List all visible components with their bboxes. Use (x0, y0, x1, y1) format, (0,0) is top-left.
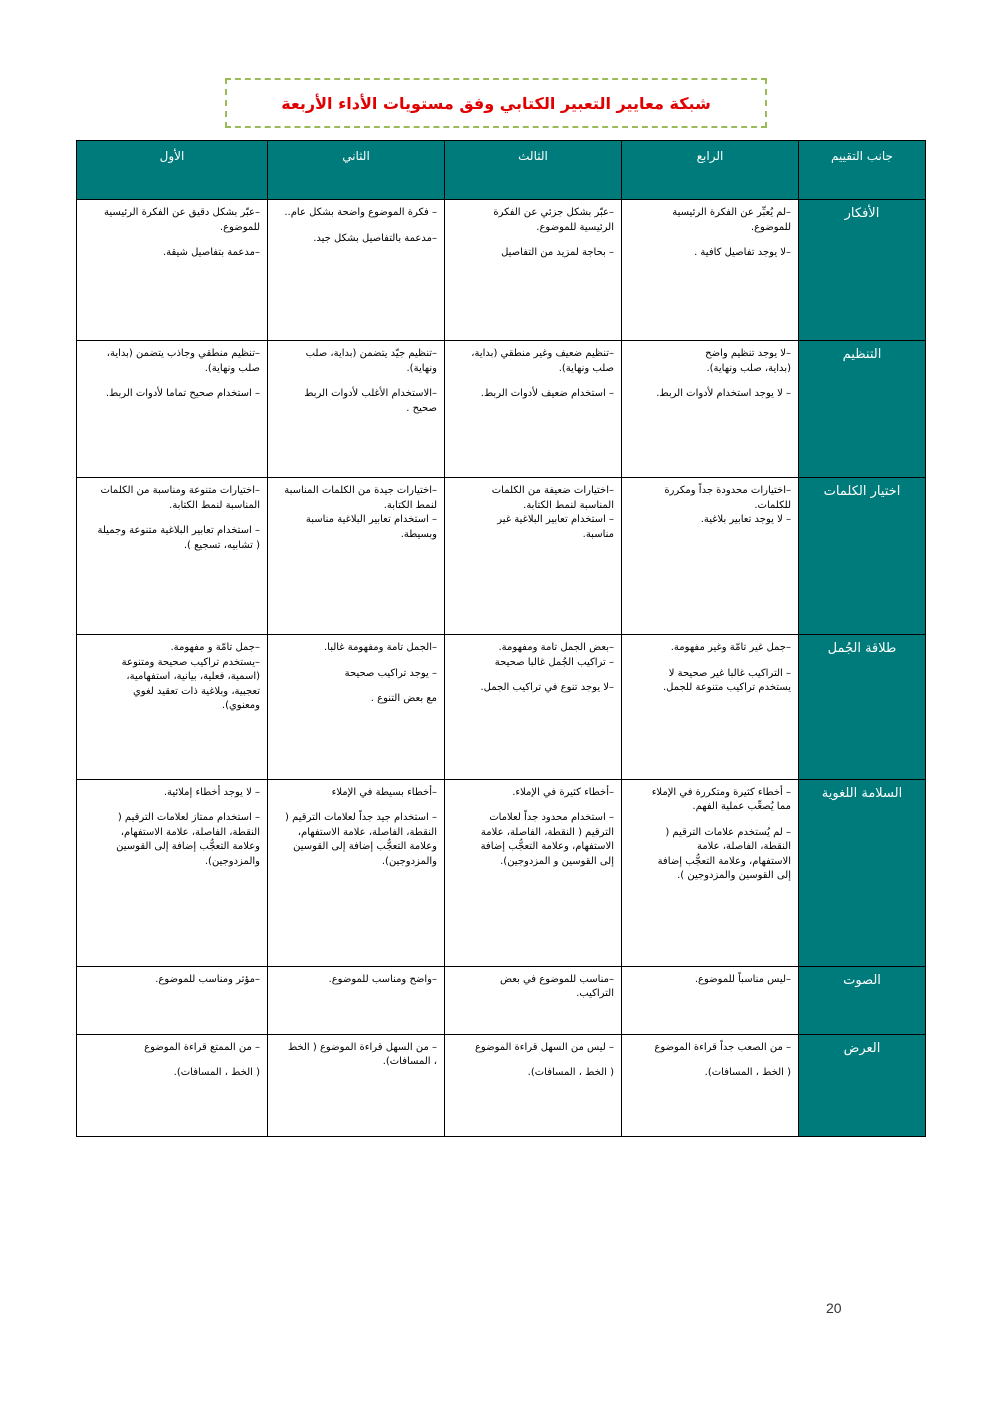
criteria-text: –اختيارات محدودة جداً ومكررة للكلمات. – لا يوجد تعابير بلاغية. (664, 485, 791, 526)
aspect-cell: السلامة اللغوية (799, 779, 926, 966)
table-row (77, 779, 926, 966)
criteria-text: – استخدام محدود جداً لعلامات الترقيم ( النقطة، الفاصلة، علامة الاستفهام، وعلامة التعجُّب إضافة إلى القوسين و المزدوجين). (480, 812, 614, 867)
criteria-text: –اختيارات متنوعة ومناسبة من الكلمات المناسبة لنمط الكتابة. (100, 485, 260, 511)
criteria-text: –تنظيم ضعيف وغير منطقي (بداية، صلب ونهاية). (471, 348, 614, 374)
criteria-cell-level1 (77, 1034, 268, 1136)
criteria-cell-level3 (445, 966, 622, 1034)
criteria-cell-level1 (77, 341, 268, 478)
criteria-cell-level1 (77, 635, 268, 779)
criteria-cell-level1 (77, 478, 268, 635)
criteria-cell-level1 (77, 966, 268, 1034)
criteria-cell-level3 (445, 200, 622, 341)
criteria-text: – بحاجة لمزيد من التفاصيل (501, 247, 614, 259)
criteria-text: ( الخط ، المسافات). (173, 1067, 260, 1079)
criteria-text: – لم يُستخدم علامات الترقيم ( النقطة، الفاصلة، علامة الاستفهام، وعلامة التعجُّب إضافة إلى القوسين والمزدوجين ). (657, 826, 791, 882)
criteria-text: –جمل تامّة و مفهومة. –يستخدم تراكيب صحيحة ومتنوعة (اسمية، فعلية، بيانية، استفهامية، تعجبية، وبلاغية ذات تعقيد لغوي ومعنوي). (121, 642, 260, 712)
criteria-text: –لا يوجد تنوع في تراكيب الجمل. (480, 682, 614, 694)
criteria-text: –مدعمة بتفاصيل شيقة. (162, 247, 260, 259)
criteria-text: –واضح ومناسب للموضوع. (328, 973, 437, 985)
criteria-text: –لا يوجد تنظيم واضح (بداية، صلب ونهاية). (705, 348, 791, 374)
criteria-cell-level3 (445, 779, 622, 966)
criteria-cell-level2 (268, 779, 445, 966)
criteria-cell-level3 (445, 341, 622, 478)
aspect-cell: العرض (799, 1034, 926, 1136)
criteria-text: – التراكيب غالبا غير صحيحة لا يستخدم تراكيب متنوعة للجمل. (662, 667, 791, 694)
criteria-text: – استخدام صحيح تماما لأدوات الربط. (105, 388, 260, 400)
aspect-cell: طلاقة الجُمل (799, 635, 926, 779)
table-row (77, 966, 926, 1034)
header-aspect: جانب التقييم (799, 141, 926, 200)
criteria-text: –عبّر بشكل جزئي عن الفكرة الرئيسية للموضوع. (493, 207, 614, 233)
criteria-cell-level4 (622, 200, 799, 341)
page-number: 20 (826, 1300, 842, 1316)
criteria-text: – ليس من السهل قراءة الموضوع (474, 1041, 614, 1053)
criteria-text: – لا يوجد أخطاء إملائية. (163, 786, 260, 798)
table-row (77, 200, 926, 341)
criteria-cell-level2 (268, 635, 445, 779)
table-row (77, 478, 926, 635)
criteria-text: – استخدام جيد جداً لعلامات الترقيم ( النقطة، الفاصلة، علامة الاستفهام، وعلامة التعجُّب إضافة إلى القوسين والمزدوجين). (285, 812, 437, 867)
criteria-text: – من الممتع قراءة الموضوع (144, 1041, 260, 1053)
criteria-cell-level2 (268, 341, 445, 478)
table-row (77, 635, 926, 779)
header-level3: الثالث (445, 141, 622, 200)
criteria-cell-level4 (622, 966, 799, 1034)
criteria-text: –اختيارات جيدة من الكلمات المناسبة لنمط الكتابة. – استخدام تعابير البلاغية مناسبة وبسيطة. (284, 485, 437, 540)
header-level1: الأول (77, 141, 268, 200)
criteria-cell-level4 (622, 1034, 799, 1136)
criteria-text: – لا يوجد استخدام لأدوات الربط. (656, 388, 791, 400)
criteria-text: –تنظيم جيّد يتضمن (بداية، صلب ونهاية). (305, 348, 437, 374)
criteria-text: –تنظيم منطقي وجاذب يتضمن (بداية، صلب ونهاية). (106, 348, 260, 374)
aspect-cell: التنظيم (799, 341, 926, 478)
criteria-text: –ليس مناسباً للموضوع. (694, 973, 791, 985)
criteria-text: –مدعمة بالتفاصيل بشكل جيد. (313, 232, 437, 244)
criteria-cell-level4 (622, 635, 799, 779)
criteria-cell-level3 (445, 635, 622, 779)
criteria-text: مع بعض التنوع . (370, 693, 437, 705)
criteria-text: –الاستخدام الأغلب لأدوات الربط صحيح . (304, 388, 437, 414)
criteria-text: –أخطاء بسيطة في الإملاء (331, 786, 437, 798)
criteria-cell-level1 (77, 779, 268, 966)
criteria-cell-level4 (622, 779, 799, 966)
page-title: شبكة معايير التعبير الكتابي وفق مستويات الأداء الأربعة (281, 93, 711, 113)
criteria-text: –عبّر بشكل دقيق عن الفكرة الرئيسية للموضوع. (104, 207, 260, 233)
header-level4: الرابع (622, 141, 799, 200)
criteria-cell-level2 (268, 200, 445, 341)
criteria-text: – استخدام تعابير البلاغية متنوعة وجميلة ( تشابيه، تسجيع ). (97, 525, 260, 551)
aspect-cell: الصوت (799, 966, 926, 1034)
criteria-text: – من السهل قراءة الموضوع ( الخط ، المسافات). (287, 1041, 437, 1068)
aspect-cell: الأفكار (799, 200, 926, 341)
table-row (77, 341, 926, 478)
criteria-text: –لم يُعبِّر عن الفكرة الرئيسية للموضوع. (672, 207, 791, 233)
criteria-text: –الجمل تامة ومفهومة غالبا. (323, 642, 437, 654)
criteria-text: –اختيارات ضعيفة من الكلمات المناسبة لنمط الكتابة. – استخدام تعابير البلاغية غير مناسبة. (491, 485, 614, 540)
criteria-text: –مناسب للموضوع في بعض التراكيب. (499, 973, 614, 1000)
criteria-cell-level2 (268, 966, 445, 1034)
criteria-cell-level4 (622, 341, 799, 478)
criteria-cell-level2 (268, 478, 445, 635)
criteria-text: ( الخط ، المسافات). (704, 1067, 791, 1079)
criteria-cell-level4 (622, 478, 799, 635)
rubric-table (76, 140, 926, 1137)
criteria-text: – يوجد تراكيب صحيحة (344, 667, 437, 679)
criteria-text: – فكرة الموضوع واضحة بشكل عام.. (284, 207, 437, 219)
criteria-text: ( الخط ، المسافات). (527, 1067, 614, 1079)
criteria-text: – من الصعب جداً قراءة الموضوع (654, 1041, 791, 1053)
criteria-text: –أخطاء كثيرة في الإملاء. (512, 786, 614, 798)
title-frame (225, 78, 767, 128)
criteria-cell-level2 (268, 1034, 445, 1136)
header-row (77, 141, 926, 200)
header-level2: الثاني (268, 141, 445, 200)
criteria-text: – استخدام ضعيف لأدوات الربط. (480, 388, 614, 400)
criteria-cell-level3 (445, 478, 622, 635)
criteria-text: – أخطاء كثيرة ومتكررة في الإملاء مما يُصعِّب عملية الفهم. (651, 786, 791, 813)
criteria-cell-level1 (77, 200, 268, 341)
criteria-cell-level3 (445, 1034, 622, 1136)
criteria-text: –جمل غير تامّة وغير مفهومة. (670, 642, 791, 654)
table-row (77, 1034, 926, 1136)
criteria-text: –مؤثر ومناسب للموضوع. (155, 973, 260, 985)
aspect-cell: اختيار الكلمات (799, 478, 926, 635)
criteria-text: –بعض الجمل تامة ومفهومة. – تراكيب الجُمل غالبا صحيحة (494, 642, 614, 668)
criteria-text: – استخدام ممتاز لعلامات الترقيم ( النقطة، الفاصلة، علامة الاستفهام، وعلامة التعجُّب إضافة إلى القوسين والمزدوجين). (116, 812, 260, 867)
criteria-text: –لا يوجد تفاصيل كافية . (694, 247, 791, 259)
